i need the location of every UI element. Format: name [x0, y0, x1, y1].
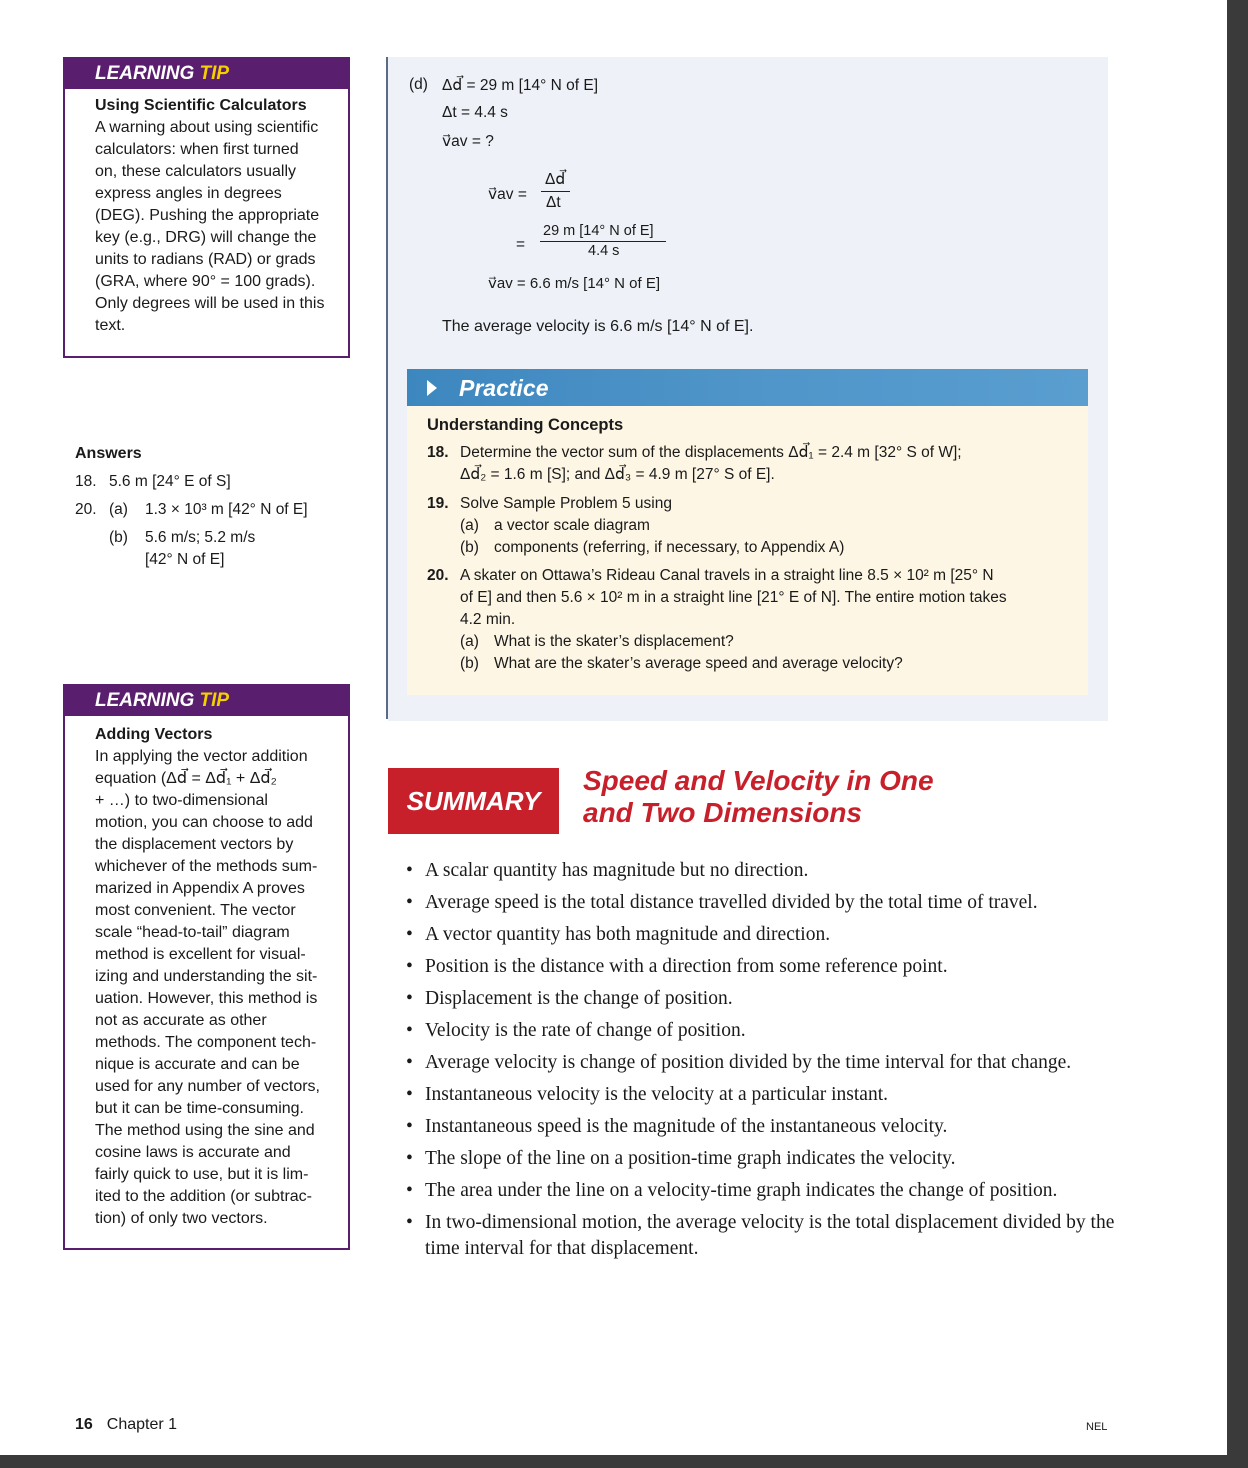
- tip-text-line: nique is accurate and can be: [95, 1056, 300, 1073]
- given-velocity: v⃗av = ?: [442, 133, 494, 150]
- fraction-denominator: 4.4 s: [588, 243, 620, 259]
- summary-bullet: • The area under the line on a velocity-time graph indicates the change of position.: [400, 1178, 1120, 1204]
- page-footer: [75, 1416, 177, 1434]
- question-part-label: (a): [460, 633, 479, 650]
- practice-box: [407, 406, 1088, 695]
- answers-title: Answers: [75, 445, 142, 462]
- given-displacement: Δd⃗ = 29 m [14° N of E]: [442, 77, 599, 94]
- tip-text-line: scale “head-to-tail” diagram: [95, 924, 290, 941]
- tip-text-line: marized in Appendix A proves: [95, 880, 305, 897]
- summary-bullet: • A scalar quantity has magnitude but no direction.: [400, 858, 1120, 884]
- given-time: Δt = 4.4 s: [442, 104, 508, 121]
- tip-title: Using Scientific Calculators: [95, 97, 307, 114]
- summary-title-line: Speed and Velocity in One: [583, 765, 934, 796]
- question-number: 20.: [427, 567, 449, 584]
- summary-bullet: • In two-dimensional motion, the average velocity is the total displacement divided by the time interval for that displacement.: [400, 1210, 1120, 1262]
- tip-text-line: A warning about using scientific: [95, 119, 319, 136]
- question-number: 18.: [427, 444, 449, 461]
- question-text: A skater on Ottawa’s Rideau Canal travels in a straight line 8.5 × 10² m [25° N: [460, 567, 994, 584]
- practice-header: [407, 369, 1088, 406]
- tip-label: LEARNING: [95, 63, 195, 84]
- fraction-numerator: Δd⃗: [545, 171, 566, 188]
- sample-part-label: (d): [409, 76, 428, 93]
- tip-text-line: (GRA, where 90° = 100 grads).: [95, 273, 316, 290]
- practice-section-title: Understanding Concepts: [427, 416, 624, 434]
- question-text: 4.2 min.: [460, 611, 516, 628]
- tip-text-line: whichever of the methods sum-: [95, 858, 318, 875]
- equation-result: v⃗av = 6.6 m/s [14° N of E]: [488, 275, 661, 292]
- tip-text-line: equation (Δd⃗ = Δd⃗₁ + Δd⃗₂: [95, 770, 277, 787]
- tip-text-line: calculators: when first turned: [95, 141, 299, 158]
- summary-bullet: • Velocity is the rate of change of position.: [400, 1018, 1120, 1044]
- answer-text: [42° N of E]: [145, 551, 225, 568]
- triangle-arrow-icon: [427, 380, 437, 396]
- question-number: 19.: [427, 495, 449, 512]
- tip-text: [95, 117, 338, 337]
- tip-text-line: most convenient. The vector: [95, 902, 296, 919]
- summary-bullet: • Average velocity is change of position divided by the time interval for that change.: [400, 1050, 1120, 1076]
- summary-bullet: • The slope of the line on a position-time graph indicates the velocity.: [400, 1146, 1120, 1172]
- question-part-label: (a): [460, 517, 479, 534]
- viewer-edge-bottom: [0, 1455, 1248, 1468]
- question-part-label: (b): [460, 655, 479, 672]
- summary-bullet: • Instantaneous velocity is the velocity at a particular instant.: [400, 1082, 1120, 1108]
- chapter-label: Chapter 1: [106, 1416, 178, 1433]
- practice-title: Practice: [459, 375, 549, 401]
- equation-lhs: v⃗av =: [488, 186, 527, 203]
- tip-text-line: units to radians (RAD) or grads: [95, 251, 316, 268]
- fraction-bar: [540, 241, 666, 242]
- summary-bullet: • Position is the distance with a direction from some reference point.: [400, 954, 1120, 980]
- question-part-label: (b): [460, 539, 479, 556]
- question-text: Determine the vector sum of the displacements Δd⃗₁ = 2.4 m [32° S of W];: [460, 444, 962, 461]
- tip-text-line: on, these calculators usually: [95, 163, 296, 180]
- viewer-edge-right: [1227, 0, 1248, 1468]
- question-text: a vector scale diagram: [494, 517, 650, 534]
- tip-text-line: method is excellent for visual-: [95, 946, 306, 963]
- answer-part-label: (b): [109, 529, 128, 546]
- summary-title: [583, 765, 934, 829]
- summary-title-line: and Two Dimensions: [583, 797, 862, 828]
- tip-text-line: text.: [95, 317, 126, 334]
- question-text: What is the skater’s displacement?: [494, 633, 734, 650]
- fraction-denominator: Δt: [546, 194, 561, 211]
- question-text: Solve Sample Problem 5 using: [460, 495, 672, 512]
- tip-text-line: (DEG). Pushing the appropriate: [95, 207, 320, 224]
- tip-text-line: not as accurate as other: [95, 1012, 267, 1029]
- question-text: Δd⃗₂ = 1.6 m [S]; and Δd⃗₃ = 4.9 m [27° S of E].: [460, 466, 775, 483]
- tip-label-highlight: TIP: [199, 690, 230, 711]
- tip-text-line: but it can be time-consuming.: [95, 1100, 304, 1117]
- question-text: components (referring, if necessary, to Appendix A): [494, 539, 845, 556]
- tip-text-line: key (e.g., DRG) will change the: [95, 229, 317, 246]
- tip-text-line: tion) of only two vectors.: [95, 1210, 268, 1227]
- answer-text: 1.3 × 10³ m [42° N of E]: [145, 501, 308, 518]
- tip-title: Adding Vectors: [95, 726, 213, 743]
- answer-number: 20.: [75, 501, 97, 518]
- equation-equals: =: [516, 236, 526, 253]
- summary-label: SUMMARY: [388, 768, 559, 834]
- answer-text: 5.6 m [24° E of S]: [109, 473, 231, 490]
- tip-text-line: express angles in degrees: [95, 185, 282, 202]
- summary-bullet: • A vector quantity has both magnitude and direction.: [400, 922, 1120, 948]
- answer-part-label: (a): [109, 501, 128, 518]
- tip-text-line: Only degrees will be used in this: [95, 295, 325, 312]
- tip-text-line: fairly quick to use, but it is lim-: [95, 1166, 309, 1183]
- tip-text-line: used for any number of vectors,: [95, 1078, 320, 1095]
- tip-text: [95, 746, 338, 1230]
- answers-box: [75, 443, 355, 571]
- answer-text: 5.6 m/s; 5.2 m/s: [145, 529, 256, 546]
- learning-tip-calculators: [63, 57, 350, 358]
- sample-conclusion: The average velocity is 6.6 m/s [14° N of E].: [442, 318, 754, 335]
- tip-text-line: izing and understanding the sit-: [95, 968, 318, 985]
- tip-text-line: + …) to two-dimensional: [95, 792, 268, 809]
- learning-tip-header: [65, 686, 348, 716]
- learning-tip-adding-vectors: [63, 684, 350, 1250]
- tip-label-highlight: TIP: [199, 63, 230, 84]
- question-text: of E] and then 5.6 × 10² m in a straight line [21° E of N]. The entire motion takes: [460, 589, 1007, 606]
- fraction-numerator: 29 m [14° N of E]: [543, 223, 654, 239]
- tip-text-line: motion, you can choose to add: [95, 814, 313, 831]
- summary-bullet: • Instantaneous speed is the magnitude of the instantaneous velocity.: [400, 1114, 1120, 1140]
- tip-text-line: methods. The component tech-: [95, 1034, 317, 1051]
- learning-tip-header: [65, 59, 348, 89]
- publisher-label: NEL: [1086, 1421, 1108, 1433]
- fraction-bar: [541, 191, 570, 192]
- summary-bullet: • Average speed is the total distance travelled divided by the total time of travel.: [400, 890, 1120, 916]
- tip-text-line: In applying the vector addition: [95, 748, 308, 765]
- summary-bullet: • Displacement is the change of position.: [400, 986, 1120, 1012]
- tip-text-line: ited to the addition (or subtrac-: [95, 1188, 313, 1205]
- answer-number: 18.: [75, 473, 97, 490]
- tip-text-line: the displacement vectors by: [95, 836, 294, 853]
- summary-list: [400, 858, 1120, 1268]
- question-text: What are the skater’s average speed and average velocity?: [494, 655, 903, 672]
- tip-text-line: uation. However, this method is: [95, 990, 318, 1007]
- page-number: 16: [75, 1416, 93, 1433]
- tip-label: LEARNING: [95, 690, 195, 711]
- tip-text-line: The method using the sine and: [95, 1122, 315, 1139]
- tip-text-line: cosine laws is accurate and: [95, 1144, 291, 1161]
